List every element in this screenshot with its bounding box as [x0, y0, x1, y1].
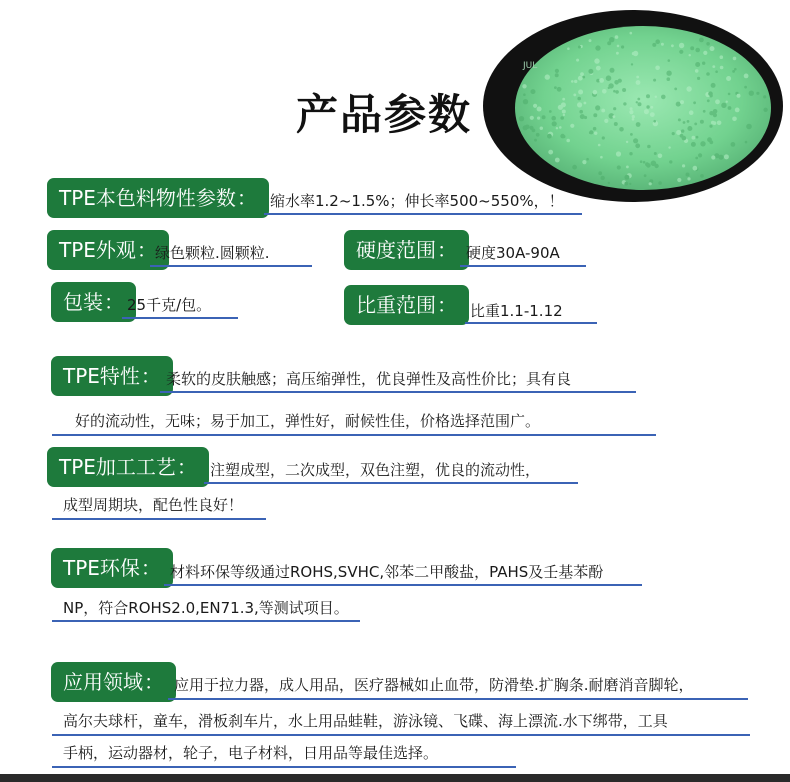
text-application-line-2: 高尔夫球杆，童车，滑板刹车片，水上用品蛙鞋，游泳镜、飞碟、海上漂流.水下绑带，工具	[63, 712, 668, 730]
underline	[122, 317, 238, 319]
label-application: 应用领域：	[51, 662, 176, 702]
label-physical: TPE本色料物性参数：	[47, 178, 269, 218]
text-hardness: 硬度30A-90A	[466, 244, 560, 262]
underline	[52, 766, 516, 768]
underline	[150, 265, 312, 267]
underline	[465, 322, 597, 324]
text-features-line-1: 柔软的皮肤触感；高压缩弹性，优良弹性及高性价比；具有良	[166, 370, 572, 388]
underline	[160, 391, 636, 393]
text-features-line-2: 好的流动性，无味；易于加工，弹性好，耐候性佳，价格选择范围广。	[75, 412, 541, 430]
label-appearance: TPE外观：	[47, 230, 169, 270]
underline	[52, 734, 750, 736]
label-hardness: 硬度范围：	[344, 230, 469, 270]
text-application-line-1: 应用于拉力器，成人用品，医疗器械如止血带，防滑垫.扩胸条.耐磨消音脚轮，	[174, 676, 694, 694]
text-appearance: 绿色颗粒.圆颗粒.	[155, 244, 270, 262]
underline	[52, 620, 360, 622]
bottom-border	[0, 774, 790, 782]
text-packing: 25千克/包。	[127, 296, 212, 314]
text-physical: 缩水率1.2~1.5%；伸长率500~550%，！	[270, 192, 564, 210]
photo-watermark: JUL	[523, 61, 538, 71]
underline	[460, 265, 586, 267]
green-pellets-photo	[483, 10, 783, 202]
page-title: 产品参数	[296, 90, 473, 139]
label-process: TPE加工工艺：	[47, 447, 209, 487]
underline	[52, 434, 656, 436]
label-features: TPE特性：	[51, 356, 173, 396]
underline	[264, 213, 582, 215]
underline	[204, 482, 578, 484]
text-eco-line-2: NP，符合ROHS2.0,EN71.3,等测试项目。	[63, 599, 349, 617]
label-eco: TPE环保：	[51, 548, 173, 588]
text-application-line-3: 手柄，运动器材，轮子，电子材料，日用品等最佳选择。	[63, 744, 439, 762]
text-process-line-1: 注塑成型，二次成型，双色注塑，优良的流动性，	[210, 461, 541, 479]
text-eco-line-1: 材料环保等级通过ROHS,SVHC,邻苯二甲酸盐，PAHS及壬基苯酚	[170, 563, 604, 581]
underline	[168, 698, 748, 700]
label-density: 比重范围：	[344, 285, 469, 325]
label-packing: 包装：	[51, 282, 136, 322]
text-process-line-2: 成型周期块，配色性良好！	[63, 496, 244, 514]
underline	[164, 584, 642, 586]
underline	[52, 518, 266, 520]
text-density: 比重1.1-1.12	[470, 302, 563, 320]
